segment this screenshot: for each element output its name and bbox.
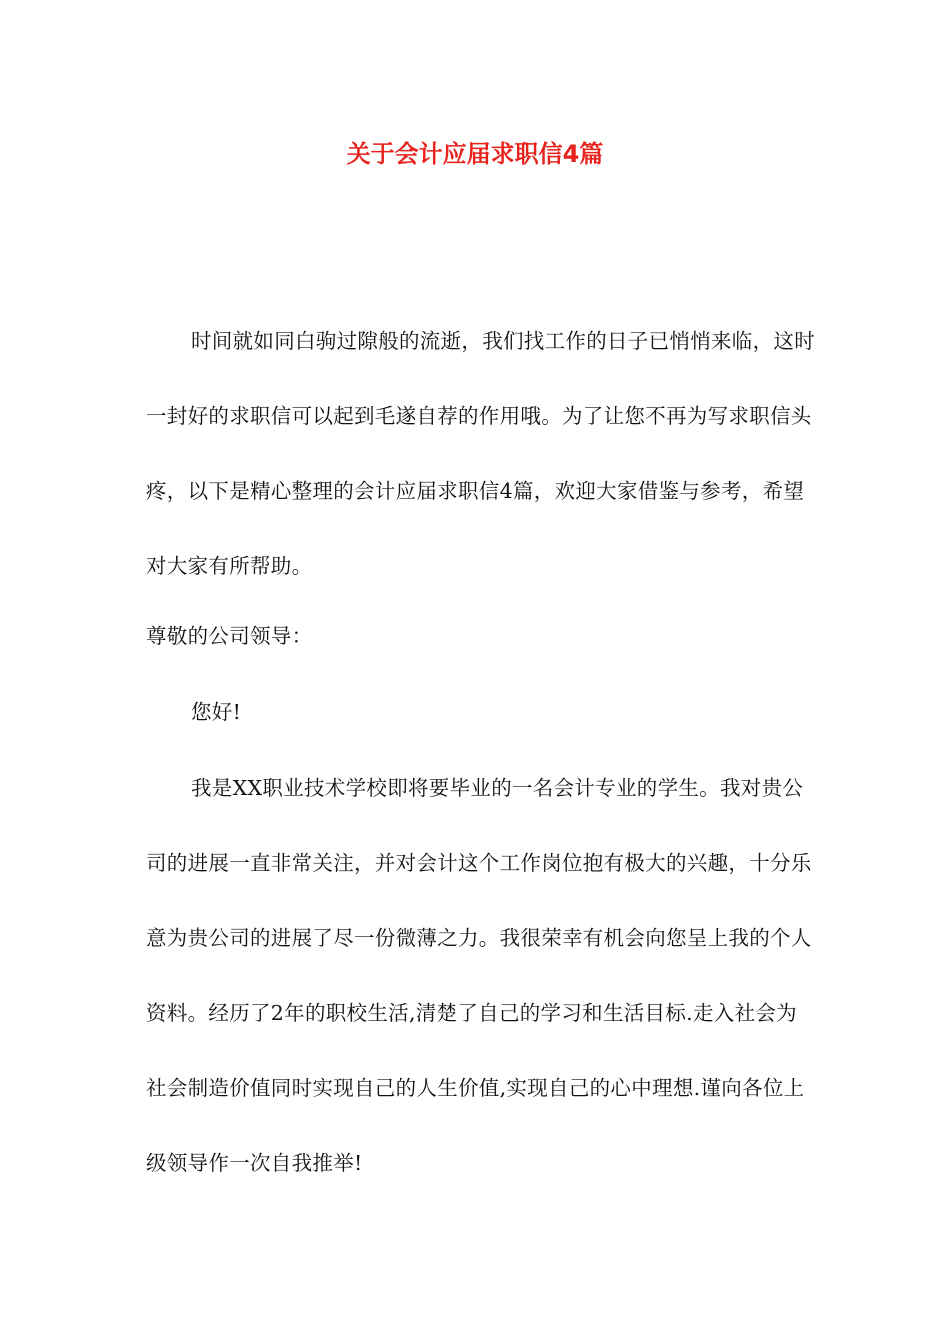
body-paragraph: 我是XX职业技术学校即将要毕业的一名会计专业的学生。我对贵公司的进展一直非常关注，并对会计这个工作岗位抱有极大的兴趣，十分乐意为贵公司的进展了尽一份微薄之力。我很荣幸有机会向您呈上我的个人资料。经历了2年的职校生活,清楚了自己的学习和生活目标.走入社会为社会制造价值同时实现自己的人生价值,实现自己的心中理想.谨向各位上级领导作一次自我推举! — [146, 776, 812, 1175]
salutation: 尊敬的公司领导： — [146, 624, 313, 648]
greeting: 您好! — [191, 700, 242, 724]
intro-paragraph: 时间就如同白驹过隙般的流逝，我们找工作的日子已悄悄来临，这时一封好的求职信可以起到毛遂自荐的作用哦。为了让您不再为写求职信头疼，以下是精心整理的会计应届求职信4篇，欢迎大家借鉴与参考，希望对大家有所帮助。 — [146, 329, 815, 578]
document-title: 关于会计应届求职信4篇 — [346, 140, 604, 168]
